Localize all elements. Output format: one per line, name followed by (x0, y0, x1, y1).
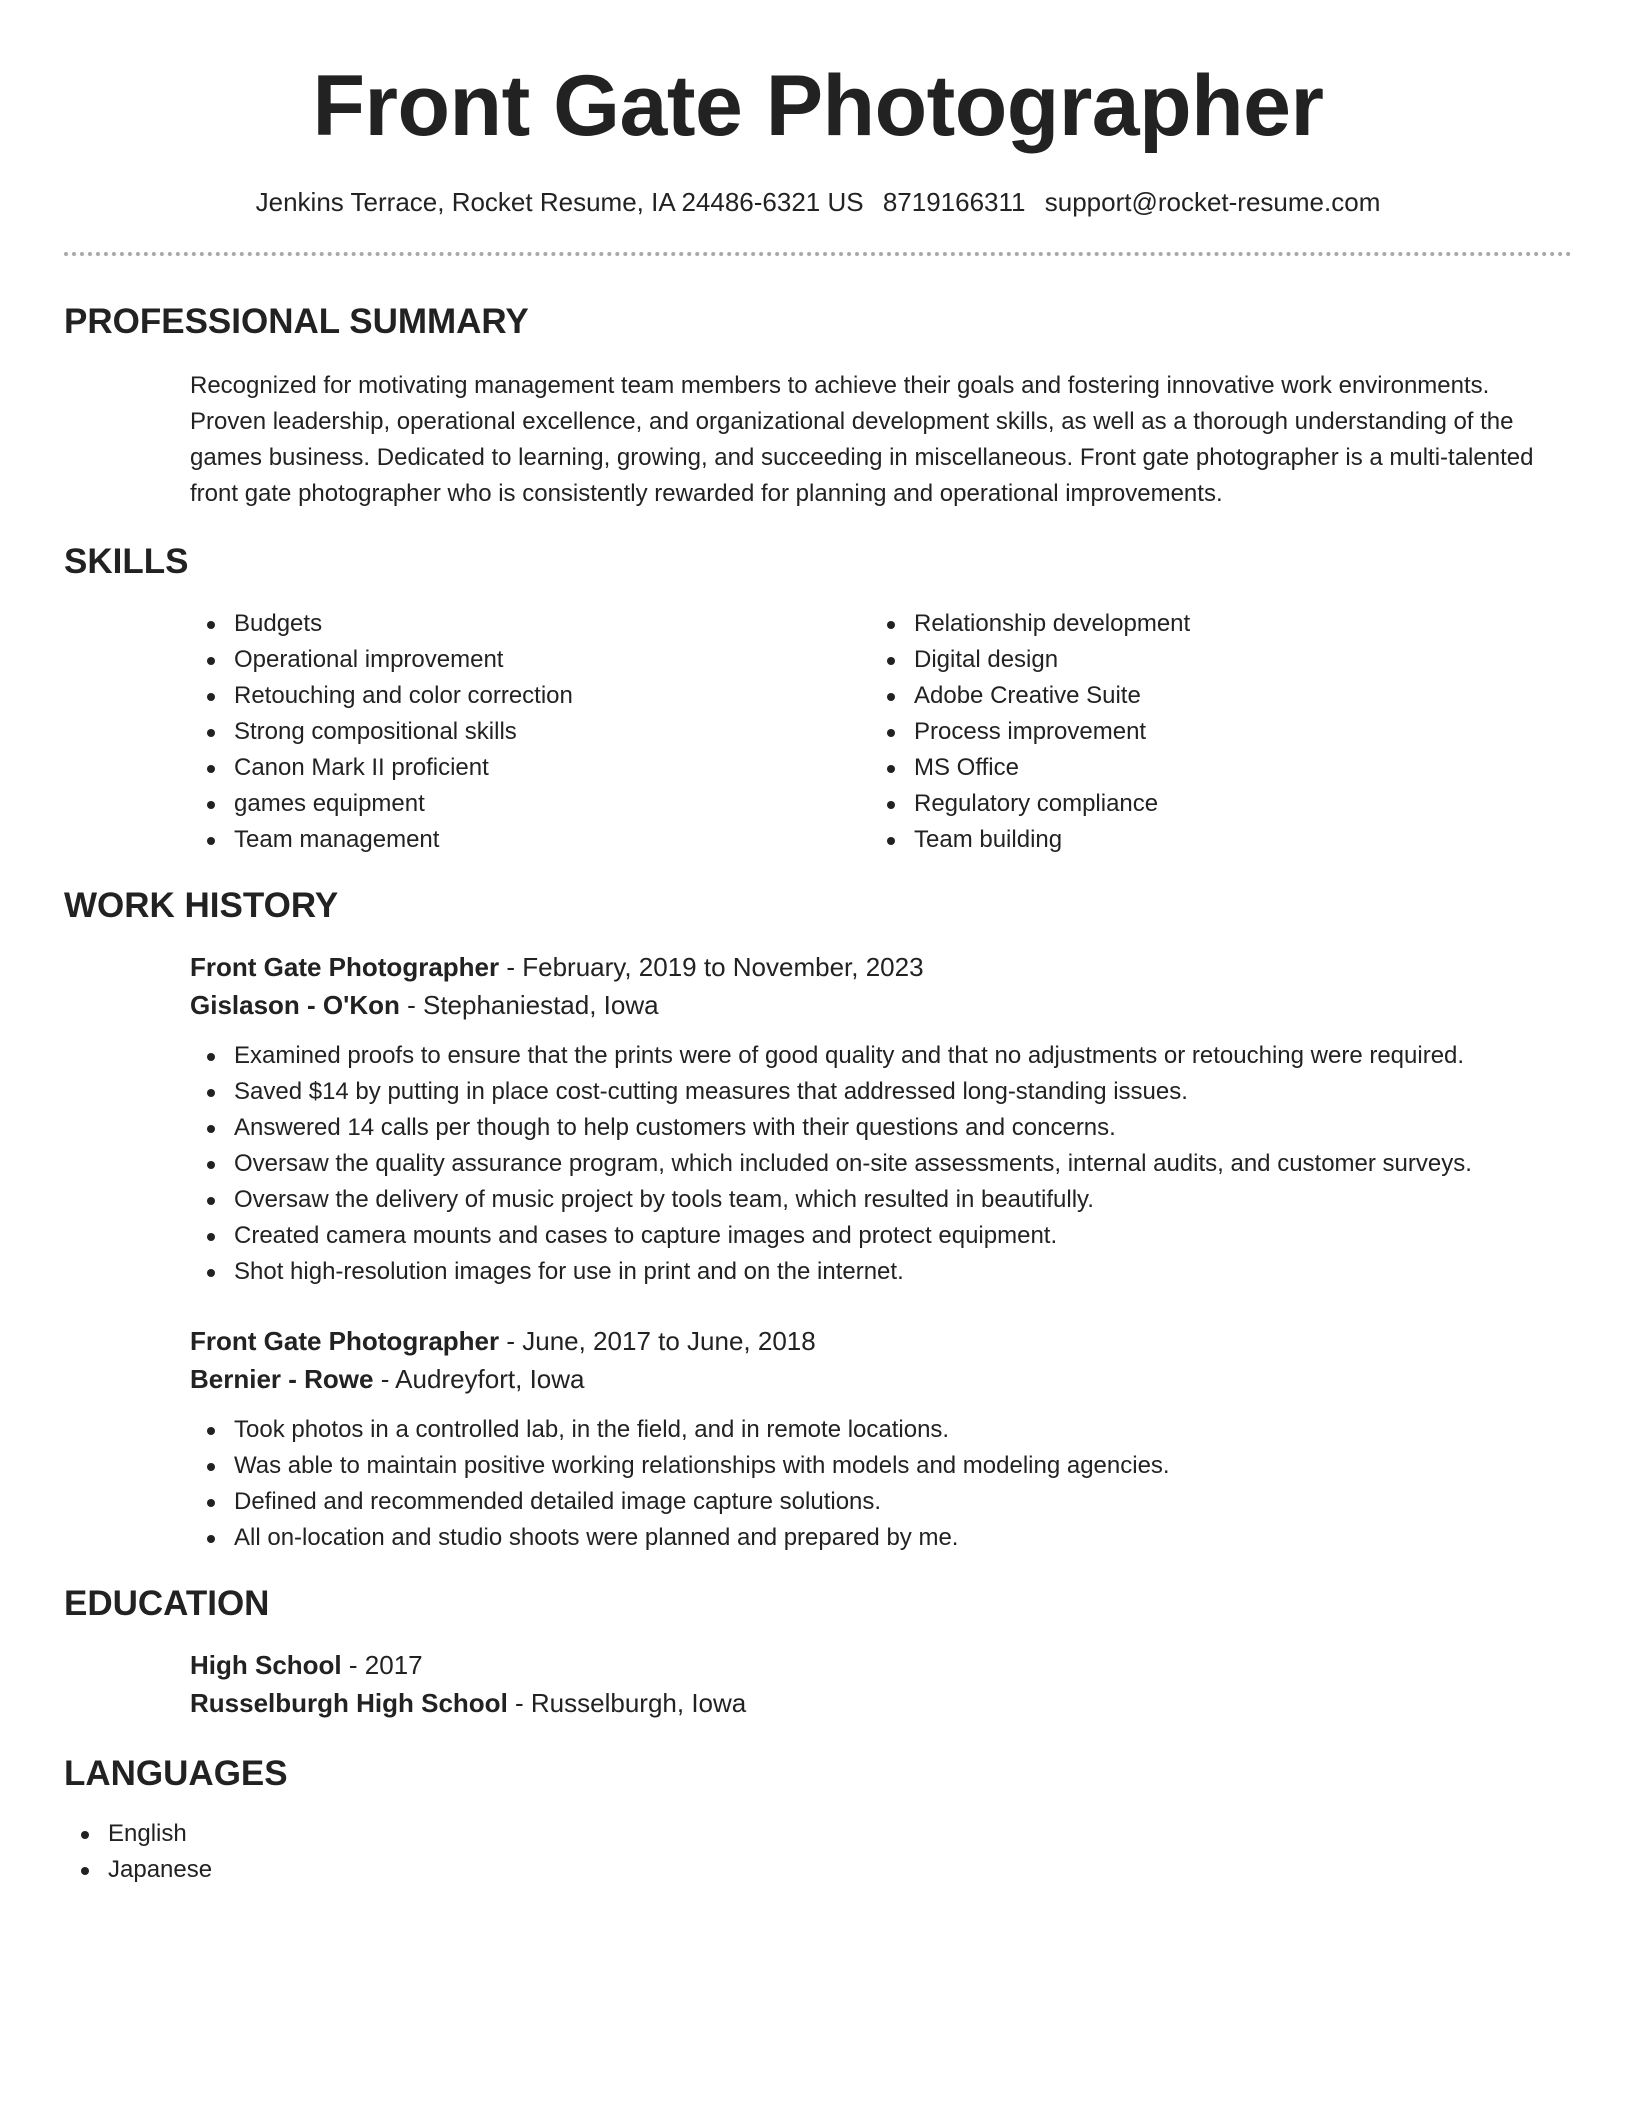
job-company-line (190, 986, 1572, 1024)
skill-item: Operational improvement (190, 642, 870, 678)
summary-section (64, 300, 1572, 512)
job-dates: - June, 2017 to June, 2018 (499, 1326, 816, 1356)
education-entry (190, 1646, 1572, 1722)
education-location: - Russelburgh, Iowa (507, 1688, 747, 1718)
job-entry (190, 948, 1572, 1290)
skill-item: games equipment (190, 786, 870, 822)
job-role: Front Gate Photographer (190, 952, 500, 982)
education-section (64, 1582, 1572, 1722)
skill-item: Retouching and color correction (190, 678, 870, 714)
summary-heading: PROFESSIONAL SUMMARY (64, 302, 529, 341)
job-duty: Answered 14 calls per though to help customers with their questions and concerns. (190, 1110, 1572, 1146)
skills-grid (190, 606, 1572, 858)
job-duty: Shot high-resolution images for use in print and on the internet. (190, 1254, 1572, 1290)
contact-email: support@rocket-resume.com (1044, 187, 1381, 217)
languages-list (64, 1816, 1572, 1888)
job-company-line (190, 1360, 1572, 1398)
skill-item: Strong compositional skills (190, 714, 870, 750)
education-year: - 2017 (341, 1650, 423, 1680)
skill-item: Relationship development (870, 606, 1550, 642)
job-company: Bernier - Rowe (190, 1364, 374, 1394)
job-duty: Was able to maintain positive working relationships with models and modeling agencies. (190, 1448, 1572, 1484)
job-role: Front Gate Photographer (190, 1326, 500, 1356)
skill-item: Canon Mark II proficient (190, 750, 870, 786)
job-duty: Oversaw the quality assurance program, which included on-site assessments, internal audits, and customer surveys. (190, 1146, 1572, 1182)
skill-item: Digital design (870, 642, 1550, 678)
skills-section (64, 540, 1572, 858)
job-dates: - February, 2019 to November, 2023 (499, 952, 924, 982)
skills-list-left (190, 606, 870, 858)
job-title-line (190, 1322, 1572, 1360)
header-divider (64, 252, 1572, 256)
job-location: - Audreyfort, Iowa (373, 1364, 585, 1394)
skill-item: Process improvement (870, 714, 1550, 750)
resume-page (64, 0, 1572, 1888)
languages-section (64, 1752, 1572, 1888)
job-duty: Oversaw the delivery of music project by tools team, which resulted in beautifully. (190, 1182, 1572, 1218)
job-entry (190, 1322, 1572, 1556)
job-duty: All on-location and studio shoots were planned and prepared by me. (190, 1520, 1572, 1556)
job-duties-list (190, 1038, 1572, 1290)
candidate-name: Front Gate Photographer (312, 58, 1324, 154)
job-location: - Stephaniestad, Iowa (399, 990, 659, 1020)
skill-item: MS Office (870, 750, 1550, 786)
job-duty: Created camera mounts and cases to capture images and protect equipment. (190, 1218, 1572, 1254)
contact-phone: 8719166311 (882, 187, 1026, 217)
skill-item: Budgets (190, 606, 870, 642)
skills-list-right (870, 606, 1550, 858)
job-company: Gislason - O'Kon (190, 990, 400, 1020)
contact-line (64, 186, 1572, 218)
languages-heading: LANGUAGES (64, 1754, 288, 1793)
work-history-section (64, 884, 1572, 1556)
skill-item: Team building (870, 822, 1550, 858)
job-title-line (190, 948, 1572, 986)
job-duties-list (190, 1412, 1572, 1556)
education-school: Russelburgh High School (190, 1688, 508, 1718)
skill-item: Team management (190, 822, 870, 858)
contact-address: Jenkins Terrace, Rocket Resume, IA 24486-6321 US (255, 187, 864, 217)
skills-column-left (190, 606, 870, 858)
skills-heading: SKILLS (64, 542, 189, 581)
education-school-line (190, 1684, 1572, 1722)
language-item: English (64, 1816, 1572, 1852)
skills-column-right (870, 606, 1550, 858)
job-duty: Examined proofs to ensure that the prints were of good quality and that no adjustments or retouching were required. (190, 1038, 1572, 1074)
language-item: Japanese (64, 1852, 1572, 1888)
skill-item: Regulatory compliance (870, 786, 1550, 822)
job-duty: Saved $14 by putting in place cost-cutting measures that addressed long-standing issues. (190, 1074, 1572, 1110)
education-degree-line (190, 1646, 1572, 1684)
summary-text: Recognized for motivating management team members to achieve their goals and fostering innovative work environments. Proven leadership, operational excellence, and organizational development skills, as well as a thorough understanding of the games business. Dedicated to learning, growing, and succeeding in miscellaneous. Front gate photographer is a multi-talented front gate photographer who is consistently rewarded for planning and operational improvements. (190, 372, 1534, 507)
job-duty: Defined and recommended detailed image capture solutions. (190, 1484, 1572, 1520)
education-heading: EDUCATION (64, 1584, 270, 1623)
education-degree: High School (190, 1650, 342, 1680)
job-duty: Took photos in a controlled lab, in the field, and in remote locations. (190, 1412, 1572, 1448)
work-history-heading: WORK HISTORY (64, 886, 339, 925)
skill-item: Adobe Creative Suite (870, 678, 1550, 714)
